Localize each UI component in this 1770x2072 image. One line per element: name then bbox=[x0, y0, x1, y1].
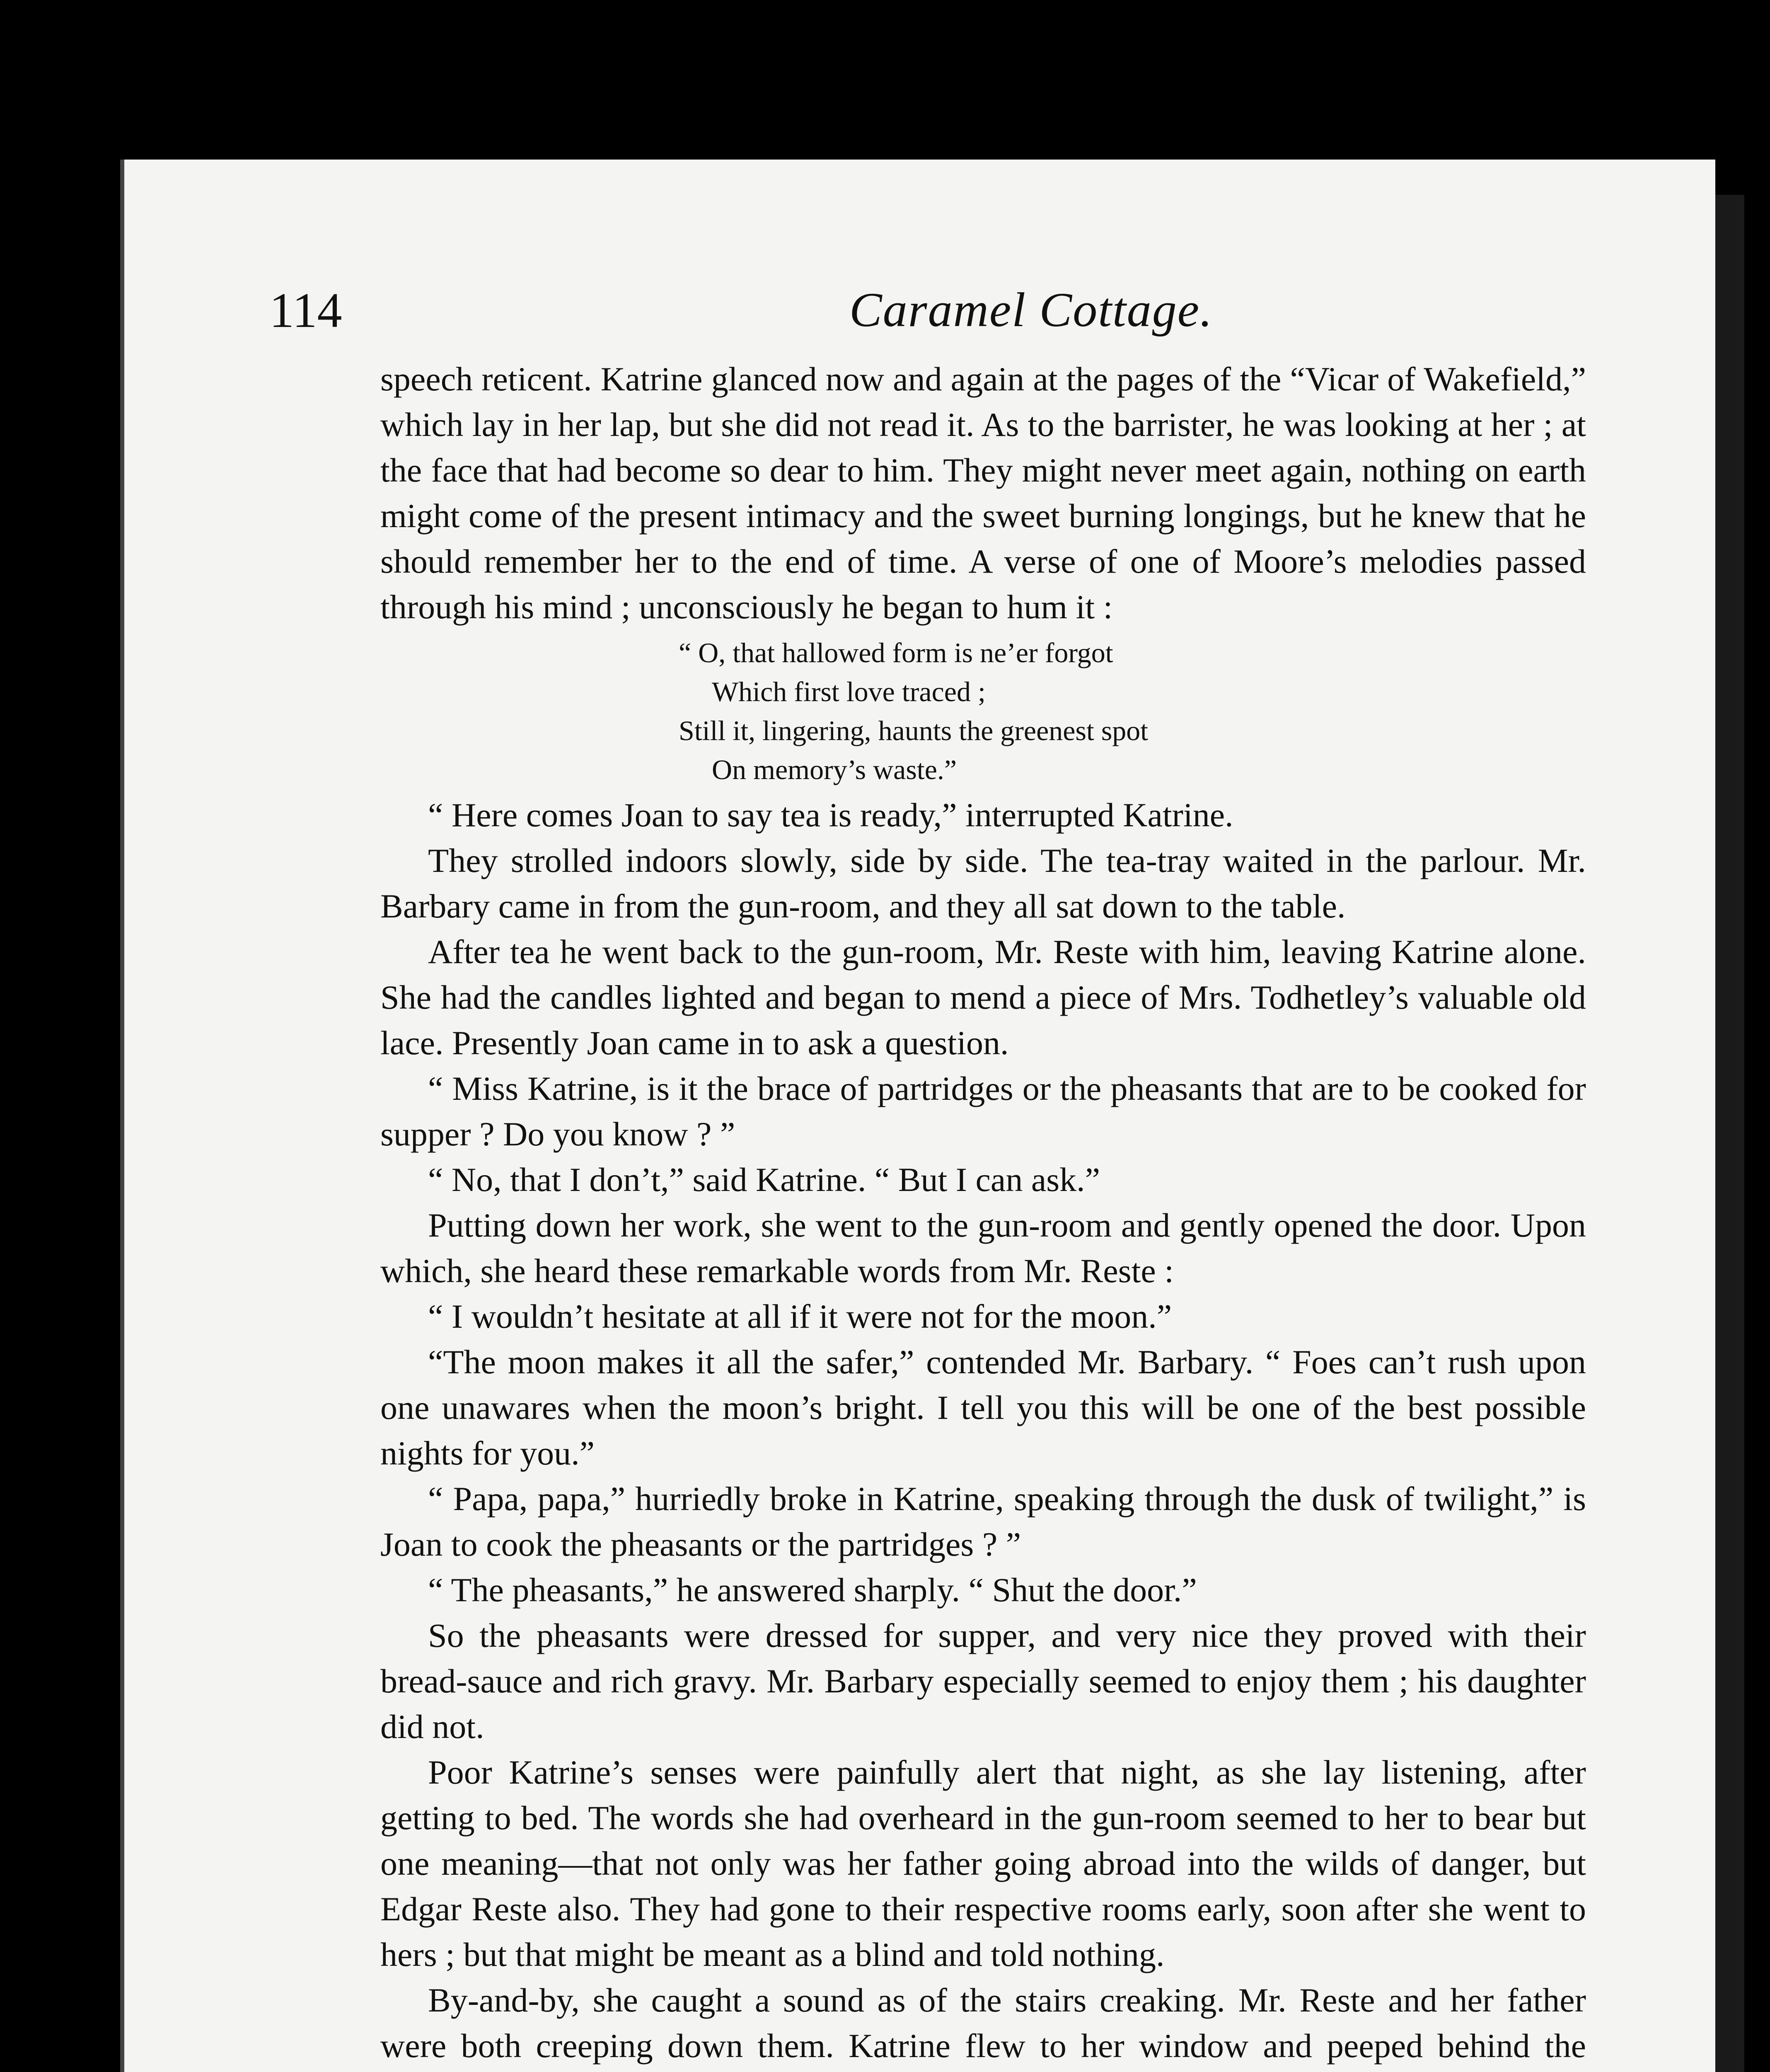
page-number: 114 bbox=[269, 283, 342, 338]
paragraph: By-and-by, she caught a sound as of the stairs creaking. Mr. Reste and her father were both creeping down them. Katrine flew to her window and peeped behind the bbox=[380, 1981, 1586, 2065]
paragraph: They strolled indoors slowly, side by side. The tea-tray waited in the parlour. Mr. Barbary came in from the gun-room, and they all sat down to the table. bbox=[380, 842, 1586, 925]
paragraph: Poor Katrine’s senses were painfully alert that night, as she lay listening, after getting to bed. The words she had overheard in the gun-room seemed to her to bear but one meaning—that not only was her father going abroad into the wilds of danger, but Edgar Reste also. They had gone to their respective rooms early, soon after she went to hers ; but that might be meant as a blind and told nothing. bbox=[380, 1753, 1586, 1973]
running-header bbox=[269, 274, 1574, 348]
paragraph: “ The pheasants,” he answered sharply. “ Shut the door.” bbox=[428, 1571, 1197, 1609]
verse-line: On memory’s waste.” bbox=[712, 754, 957, 785]
paragraph: “ I wouldn’t hesitate at all if it were not for the moon.” bbox=[428, 1297, 1172, 1335]
paragraph: After tea he went back to the gun-room, Mr. Reste with him, leaving Katrine alone. She had the candles lighted and began to mend a piece of Mrs. Todhetley’s valuable old lace. Presently Joan came in to ask a question. bbox=[380, 933, 1586, 1062]
paragraph: Putting down her work, she went to the gun-room and gently opened the door. Upon which, she heard these remarkable words from Mr. Reste : bbox=[380, 1206, 1586, 1290]
paragraph: speech reticent. Katrine glanced now and again at the pages of the “Vicar of Wakefield,” which lay in her lap, but she did not read it. As to the barrister, he was looking at her ; at the face that had become so dear to him. They might never meet again, nothing on earth might come of the present intimacy and the sweet burning longings, but he knew that he should remember her to the end of time. A verse of one of Moore’s melodies passed through his mind ; unconsciously he began to hum it : bbox=[380, 360, 1586, 626]
page-title: Caramel Cottage. bbox=[849, 283, 1213, 337]
verse-line: Still it, lingering, haunts the greenest spot bbox=[679, 715, 1149, 746]
verse-quote bbox=[679, 633, 1586, 789]
paragraph: “ Papa, papa,” hurriedly broke in Katrine, speaking through the dusk of twilight,” is Joan to cook the pheasants or the partridges ? ” bbox=[380, 1480, 1586, 1563]
verse-line: Which first love traced ; bbox=[712, 676, 986, 707]
paragraph: So the pheasants were dressed for supper, and very nice they proved with their bread-sauce and rich gravy. Mr. Barbary especially seemed to enjoy them ; his daughter did not. bbox=[380, 1617, 1586, 1745]
body-text bbox=[380, 356, 1586, 2072]
paragraph: “ Here comes Joan to say tea is ready,” interrupted Katrine. bbox=[428, 796, 1233, 834]
paragraph: “ Miss Katrine, is it the brace of partridges or the pheasants that are to be cooked for supper ? Do you know ? ” bbox=[380, 1070, 1586, 1153]
paragraph: “The moon makes it all the safer,” contended Mr. Barbary. “ Foes can’t rush upon one unawares when the moon’s bright. I tell you this will be one of the best possible nights for you.” bbox=[380, 1343, 1586, 1472]
page-edge-shadow bbox=[1715, 195, 1744, 2072]
paragraph: “ No, that I don’t,” said Katrine. “ But I can ask.” bbox=[428, 1161, 1100, 1198]
verse-line: “ O, that hallowed form is ne’er forgot bbox=[679, 637, 1113, 668]
